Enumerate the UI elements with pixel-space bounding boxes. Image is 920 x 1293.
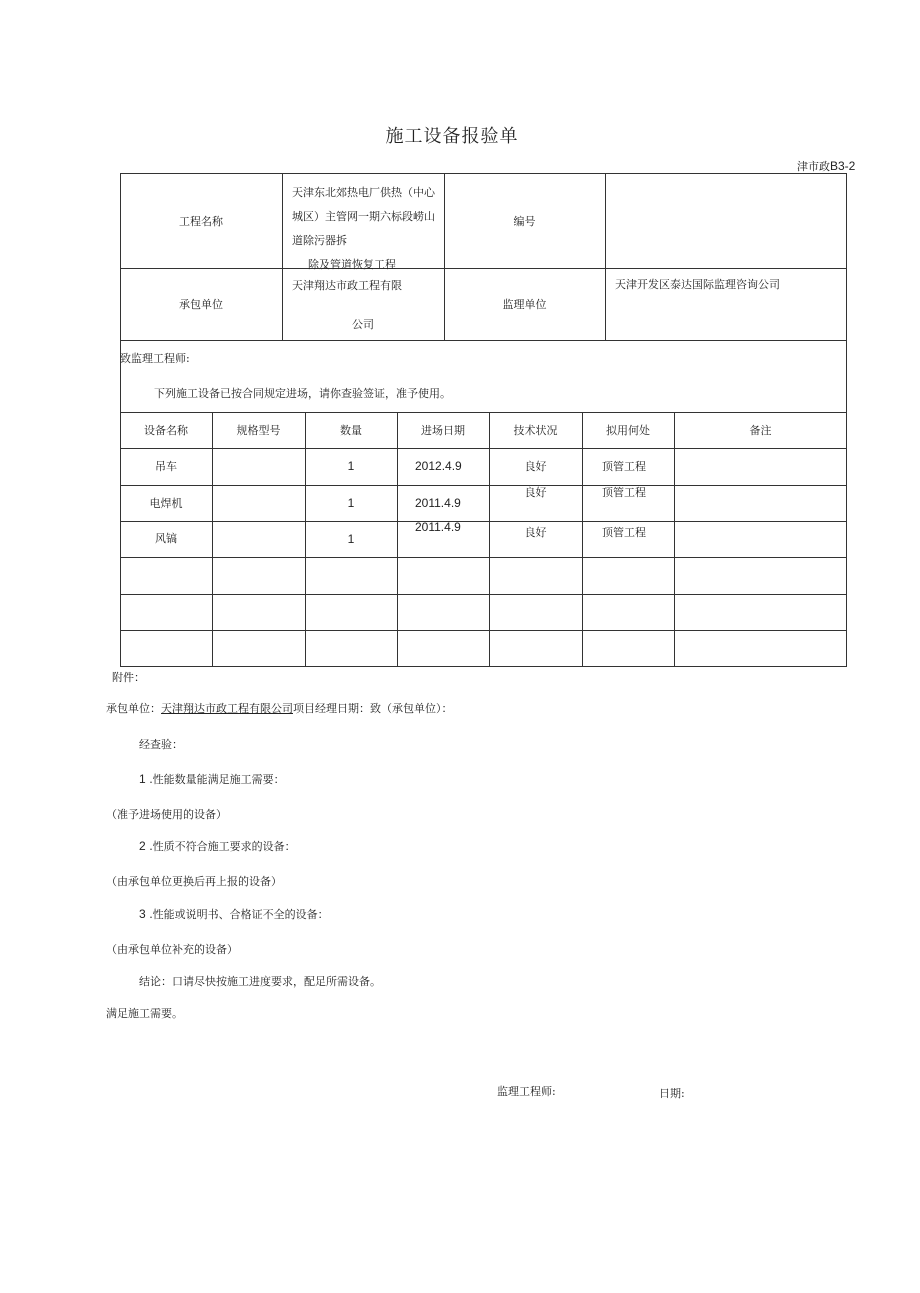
equipment-use: 顶管工程 <box>602 526 646 539</box>
inspection-item-3 <box>139 906 329 922</box>
form-code <box>797 158 855 174</box>
page-title: 施工设备报验单 <box>385 126 519 147</box>
conclusion-alt: 满足施工需要。 <box>106 1007 183 1020</box>
col-header: 技术状况 <box>513 424 558 437</box>
engineer-signature-label: 监理工程师: <box>497 1085 556 1098</box>
equipment-qty: 1 <box>347 459 355 473</box>
supervisor-value: 天津开发区泰达国际监理咨询公司 <box>615 278 780 291</box>
contractor-line-prefix: 承包单位： <box>106 702 161 715</box>
inspection-item-1 <box>139 771 285 787</box>
item-text: .性能或说明书、合格证不全的设备： <box>149 908 329 921</box>
col-header: 拟用何处 <box>606 424 650 437</box>
col-header: 设备名称 <box>144 424 188 437</box>
contractor-value-line1: 天津翔达市政工程有限 <box>292 279 402 292</box>
equipment-qty: 1 <box>347 496 355 510</box>
project-name-label: 工程名称 <box>179 215 223 228</box>
item-text: .性质不符合施工要求的设备： <box>149 840 296 853</box>
equipment-status: 良好 <box>524 486 547 499</box>
equipment-use: 顶管工程 <box>602 460 646 473</box>
notice-body: 下列施工设备已按合同规定进场，请你查验签证，准予使用。 <box>154 387 451 400</box>
project-name-line: 城区）主管网一期六标段崂山 <box>292 210 435 223</box>
attachment-label: 附件： <box>112 671 145 684</box>
inspection-item-3-note: （由承包单位补充的设备） <box>106 943 238 956</box>
equipment-qty: 1 <box>347 532 355 546</box>
inspection-item-2-note: （由承包单位更换后再上报的设备） <box>106 875 282 888</box>
project-name-line: 道除污器拆 <box>292 234 347 247</box>
inspection-item-1-note: （准予进场使用的设备） <box>106 808 227 821</box>
equipment-name: 吊车 <box>155 460 177 473</box>
equipment-status: 良好 <box>524 460 547 473</box>
equipment-name: 风镐 <box>155 532 177 545</box>
item-number: 2 <box>139 839 146 853</box>
contractor-value-line2: 公司 <box>352 318 374 331</box>
inspection-heading: 经查验： <box>139 738 183 751</box>
equipment-use: 顶管工程 <box>602 486 646 499</box>
col-header: 备注 <box>749 424 772 437</box>
col-header: 数量 <box>340 424 362 437</box>
supervisor-label: 监理单位 <box>502 298 547 311</box>
notice-to: 致监理工程师: <box>120 352 190 365</box>
header-table <box>120 173 847 413</box>
equipment-date: 2012.4.9 <box>415 459 462 473</box>
contractor-company: 天津翔达市政工程有限公司 <box>161 702 293 715</box>
project-name-line: 除及管道恢复工程 <box>308 258 396 271</box>
item-text: .性能数量能满足施工需要： <box>149 773 285 786</box>
contractor-line-suffix: 项目经理日期：致（承包单位）： <box>293 702 453 715</box>
inspection-item-2 <box>139 838 296 854</box>
equipment-status: 良好 <box>524 526 547 539</box>
item-number: 3 <box>139 907 146 921</box>
form-code-prefix: 津市政 <box>797 160 830 173</box>
number-label: 编号 <box>513 215 536 228</box>
form-code-number: B3-2 <box>830 159 856 173</box>
equipment-name: 电焊机 <box>149 497 183 510</box>
col-header: 规格型号 <box>236 424 281 437</box>
equipment-date: 2011.4.9 <box>415 496 461 510</box>
signature-date-label: 日期: <box>659 1087 685 1100</box>
project-name-line: 天津东北郊热电厂供热（中心 <box>292 186 435 199</box>
equipment-table <box>120 412 847 667</box>
contractor-label: 承包单位 <box>179 298 223 311</box>
contractor-line <box>106 700 453 716</box>
item-number: 1 <box>139 772 146 786</box>
conclusion: 结论：口请尽快按施工进度要求，配足所需设备。 <box>139 975 381 988</box>
col-header: 进场日期 <box>421 424 465 437</box>
project-name-value <box>292 181 435 277</box>
equipment-date: 2011.4.9 <box>415 520 461 534</box>
